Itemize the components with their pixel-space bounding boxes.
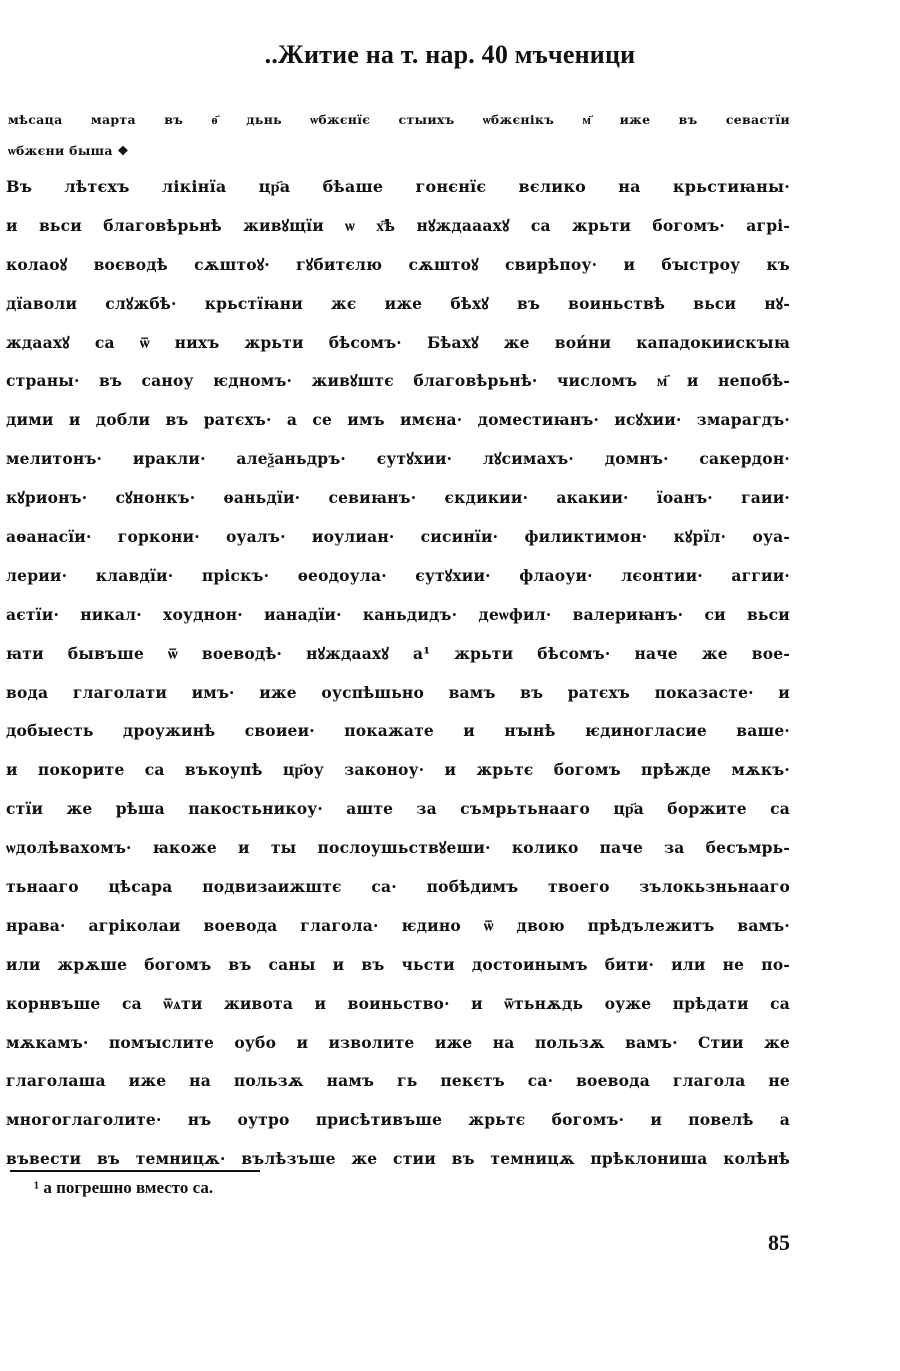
running-head: ..Житие на т. нар. 40 мъченици [264,40,636,69]
text-line: глаголаша иже на пользѫ намъ гь пекєтъ са· воевода глагола не [6,1071,790,1091]
page-number: 85 [768,1230,790,1255]
text-line: дими и добли въ ратєхъ· а се имъ имєна· доместиꙗнъ· исꙋхии· змарагдъ· [6,410,790,430]
text-line: или жрѫше богомъ въ саны и въ чьсти достоинымъ бити· или не по- [6,954,790,974]
text-line: аѳанасїи· горкони· оуалъ· иоулиан· сисинїи· филиктимон· кꙋрїл· оуа- [6,527,790,547]
text-line: тьнааго цѣсара подвизаижштє са· побѣдимъ твоего зълокьзньнааго [6,877,790,897]
text-line: страны· въ саноу ѥдномъ· живꙋштє благовѣрьнѣ· числомъ м҃ и непобѣ- [6,371,790,391]
text-line: мелитонъ· иракли· алеѯаньдръ· єутꙋхии· лꙋсимахъ· домнъ· сакердон· [6,449,790,469]
text-line: лерии· клавдїи· пріскъ· ѳеодоула· єутꙋхии· флаоуи· лєонтии· аггии· [6,565,790,585]
text-line: дїаволи слꙋжбѣ· крьстїꙗни жє иже бѣхꙋ въ воиньствѣ вьси нꙋ- [6,293,790,313]
text-line: стїи же рѣша пакостьникоу· аште за съмрьтьнааго цр҃а боржите са [6,799,790,819]
text-line: Въ лѣтєхъ лікінїа цр҃а бѣаше гонєнїє вєлико на крьстиꙗны· [6,177,790,196]
text-line: добыесть дроужинѣ своиеи· покажате и нꙑнѣ ѥдиногласие ваше· [6,721,790,741]
text-line: кꙋрионъ· сꙋнонкъ· ѳаньдїи· севиꙗнъ· єкдикии· акакии· їоанъ· гаии· [6,488,790,508]
text-line: многоглаголите· нъ оутро присѣтивъше жрьтє богомъ· и повелѣ а [6,1110,790,1130]
text-line: и вьси благовѣрьнѣ живꙋщїи ѡ х҃ѣ нꙋждааахꙋ са жрьти богомъ· агрі- [6,215,790,235]
text-line: вода глаголати имъ· иже оуспѣшьно вамъ въ ратєхъ показасте· и [6,682,790,702]
text-line: аєтїи· никал· хоуднон· ианадїи· каньдидъ· деѡфил· валериꙗнъ· си вьси [6,604,790,624]
text-line: ѡдолѣвахомъ· ꙗкоже и ты послоушьствꙋеши· колико паче за бесъмрь- [6,838,790,858]
text-line: ждаахꙋ са ѿ нихъ жрьти бѣсомъ· Бѣахꙋ же вои́ни кападокиискꙑꙗ [6,332,790,352]
heading-line: ѡбжєни быша ❖ [8,143,129,158]
text-line: въвести въ темницѫ· вълѣзъше же стии въ темницѫ прѣклониша колѣнѣ [6,1149,790,1169]
chapter-heading [8,104,790,166]
text-line: корнвъше са ѿѧти живота и воиньство· и ѿтьнѫдь оуже прѣдати са [6,993,790,1013]
text-line: нрава· агріколаи воевода глагола· ѥдино ѿ двою прѣдълежитъ вамъ· [6,915,790,935]
body-text [6,168,790,1179]
text-line: ꙗти бывъше ѿ воеводѣ· нꙋждаахꙋ а¹ жрьти бѣсомъ· наче же вое- [6,643,790,663]
footnote-divider [10,1170,260,1172]
text-line: и покорите са въкоупѣ цр҃оу законоу· и жрьтє богомъ прѣжде мѫкъ· [6,760,790,780]
footnote: ¹ а погрешно вместо са. [34,1178,214,1197]
text-line: мѫкамъ· помꙑслите оубо и изволите иже на пользѫ вамъ· Стии же [6,1032,790,1052]
heading-line: мѣсаца марта въ ѳ҃ дьнь ѡбжєнїє стыихъ ѡбжєнікъ м҃ иже въ севастїи [8,112,790,127]
text-line: колаоꙋ воєводѣ сѫштоꙋ· гꙋбитєлю сѫштоꙋ свирѣпоу· и бꙑстроу къ [6,254,790,274]
